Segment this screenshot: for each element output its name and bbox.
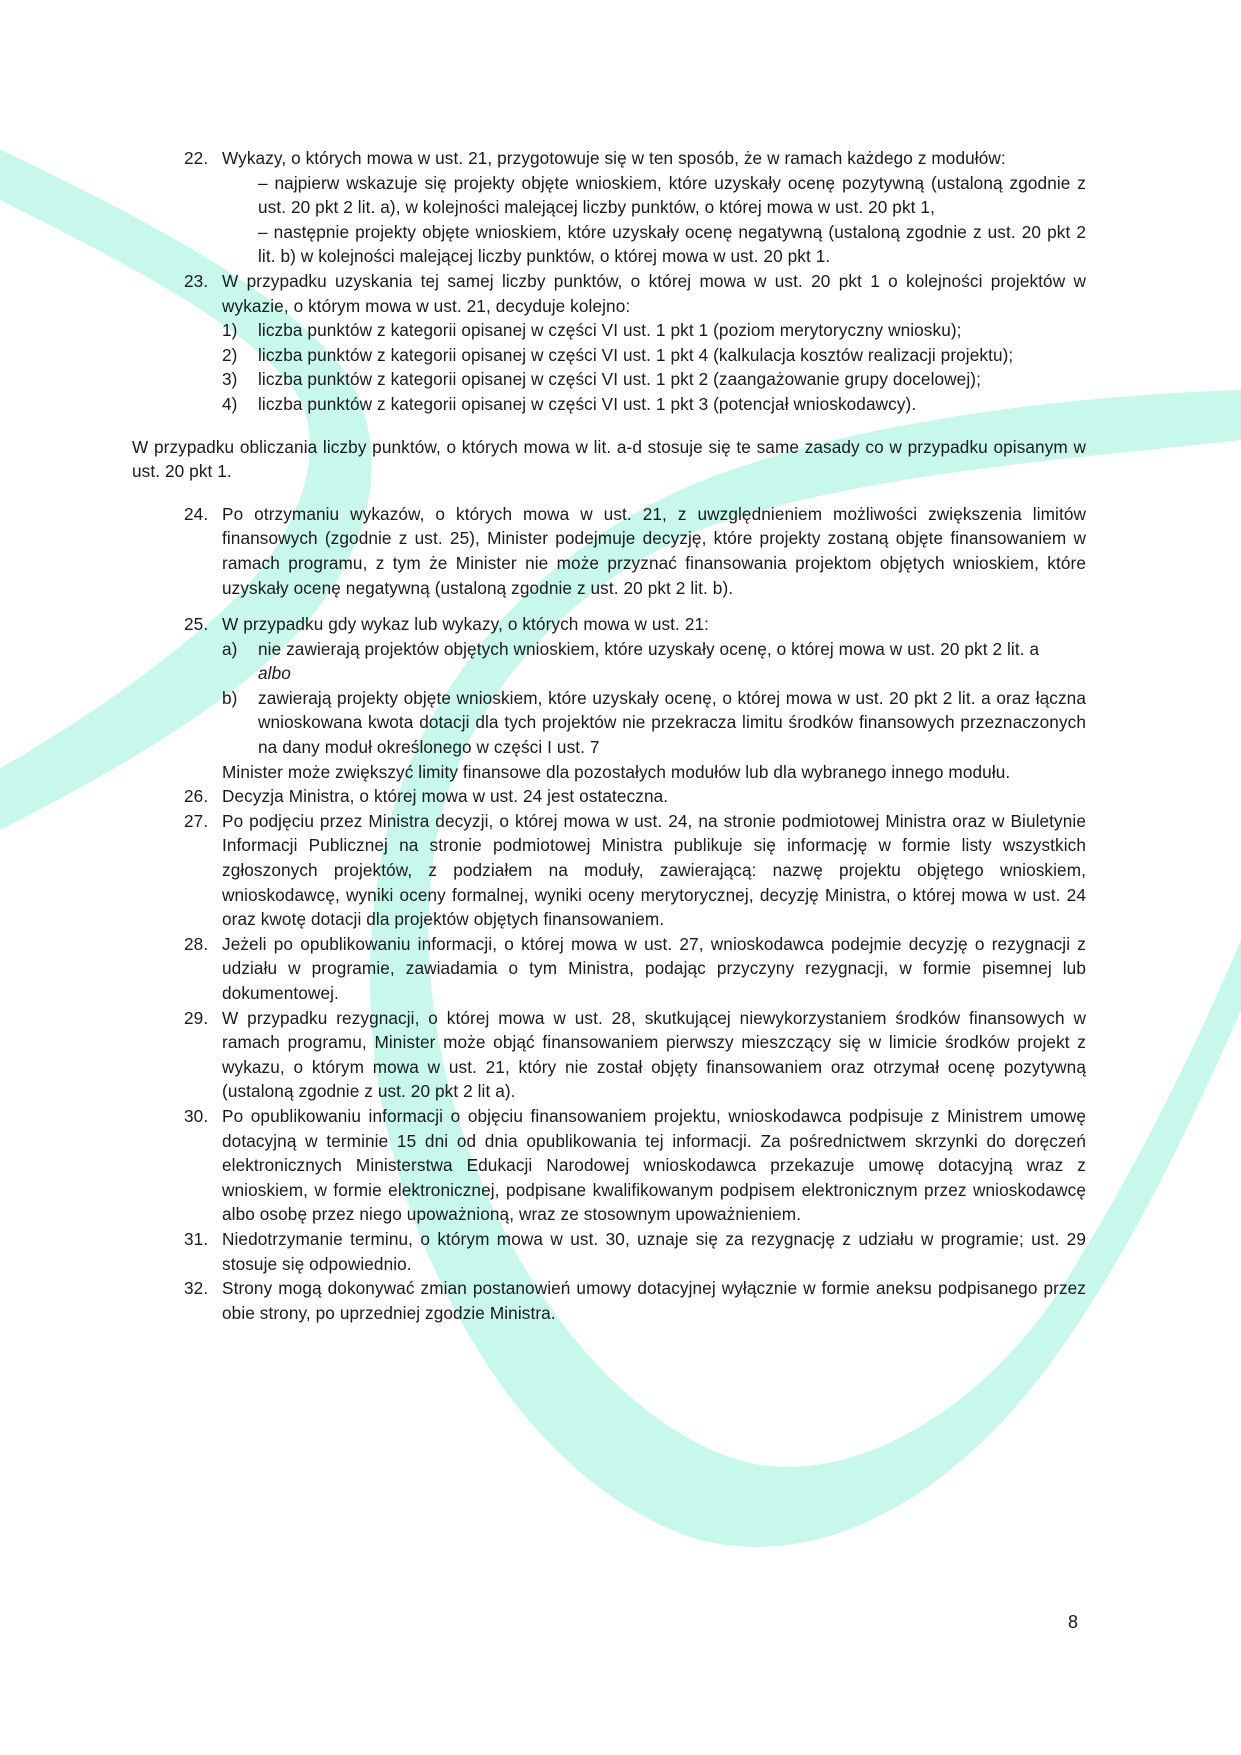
list-number: 3) xyxy=(222,369,238,390)
paragraph-number: 31. xyxy=(184,1228,209,1249)
list-number: 2) xyxy=(222,344,238,365)
paragraph-29 xyxy=(146,1006,1086,1104)
connector-text: albo xyxy=(258,663,291,684)
paragraph-text: Niedotrzymanie terminu, o którym mowa w ust. 30, uznaje się za rezygnację z udziału w programie; ust. 29 stosuje się odpowiednio. xyxy=(222,1228,1086,1274)
spacer xyxy=(146,484,1086,502)
list-item: – najpierw wskazuje się projekty objęte wnioskiem, które uzyskały ocenę pozytywną (ustaloną zgodnie z ust. 20 pkt 2 lit. a), w kolejności malejącej liczby punktów, o której mowa w ust. 20 pkt 1, xyxy=(258,172,1086,218)
paragraph-30 xyxy=(146,1104,1086,1227)
paragraph-25 xyxy=(146,612,1086,637)
document-body xyxy=(132,146,1086,1325)
paragraph-23 xyxy=(146,269,1086,318)
paragraph-text: Po opublikowaniu informacji o objęciu finansowaniem projektu, wnioskodawca podpisuje z Ministrem umowę dotacyjną w terminie 15 dni od dnia opublikowania tej informacji. Za pośrednictwem skrzynki do doręczeń elektronicznych Ministerstwa Edukacji Narodowej wnioskodawca przekazuje umowę dotacyjną wraz z wnioskiem, w formie elektronicznej, podpisane kwalifikowanym podpisem elektronicznym przez wnioskodawcę albo osobę przez niego upoważnioną, wraz ze stosownym upoważnieniem. xyxy=(222,1105,1086,1225)
list-item xyxy=(146,637,1086,662)
paragraph-31 xyxy=(146,1227,1086,1276)
list-item xyxy=(146,367,1086,392)
list-text: liczba punktów z kategorii opisanej w części VI ust. 1 pkt 3 (potencjał wnioskodawcy). xyxy=(258,393,917,414)
paragraph-25-tail: Minister może zwiększyć limity finansowe dla pozostałych modułów lub dla wybranego innego modułu. xyxy=(222,761,1011,782)
list-text: liczba punktów z kategorii opisanej w części VI ust. 1 pkt 4 (kalkulacja kosztów realizacji projektu); xyxy=(258,344,1014,365)
paragraph-24 xyxy=(146,502,1086,600)
paragraph-number: 25. xyxy=(184,614,209,635)
list-text: zawierają projekty objęte wnioskiem, które uzyskały ocenę, o której mowa w ust. 20 pkt 2 lit. a oraz łączna wnioskowana kwota dotacji dla tych projektów nie przekracza limitu środków finansowych przeznaczonych na dany moduł określonego w części I ust. 7 xyxy=(258,687,1086,758)
list-number: b) xyxy=(222,687,238,708)
paragraph-number: 26. xyxy=(184,786,209,807)
list-text: liczba punktów z kategorii opisanej w części VI ust. 1 pkt 2 (zaangażowanie grupy docelowej); xyxy=(258,369,981,390)
paragraph-number: 29. xyxy=(184,1007,209,1028)
list-item xyxy=(146,686,1086,760)
paragraph-number: 22. xyxy=(184,148,209,168)
paragraph-text: W przypadku uzyskania tej samej liczby punktów, o której mowa w ust. 20 pkt 1 o kolejności projektów w wykazie, o którym mowa w ust. 21, decyduje kolejno: xyxy=(222,270,1086,316)
paragraph-text: W przypadku gdy wykaz lub wykazy, o których mowa w ust. 21: xyxy=(222,614,710,635)
paragraph-text: W przypadku rezygnacji, o której mowa w ust. 28, skutkującej niewykorzystaniem środków finansowych w ramach programu, Minister może objąć finansowaniem pierwszy mieszczący się w limicie środków projekt z wykazu, o którym mowa w ust. 21, który nie został objęty finansowaniem oraz otrzymał ocenę pozytywną (ustaloną zgodnie z ust. 20 pkt 2 lit a). xyxy=(222,1007,1086,1102)
list-number: a) xyxy=(222,638,238,659)
paragraph-number: 28. xyxy=(184,933,209,954)
list-text: nie zawierają projektów objętych wnioskiem, które uzyskały ocenę, o której mowa w ust. 20 pkt 2 lit. a xyxy=(258,638,1040,659)
list-item xyxy=(146,392,1086,417)
paragraph-22 xyxy=(146,146,1086,171)
list-number: 1) xyxy=(222,320,238,341)
list-number: 4) xyxy=(222,393,238,414)
paragraph-26 xyxy=(146,784,1086,809)
paragraph-text: Wykazy, o których mowa w ust. 21, przygotowuje się w ten sposób, że w ramach każdego z modułów: xyxy=(222,148,1006,168)
spacer xyxy=(146,600,1086,612)
list-item: – następnie projekty objęte wnioskiem, które uzyskały ocenę negatywną (ustaloną zgodnie z ust. 20 pkt 2 lit. b) w kolejności malejącej liczby punktów, o której mowa w ust. 20 pkt 1. xyxy=(258,221,1086,267)
paragraph-number: 32. xyxy=(184,1278,209,1299)
paragraph-number: 27. xyxy=(184,810,209,831)
list-text: liczba punktów z kategorii opisanej w części VI ust. 1 pkt 1 (poziom merytoryczny wniosku); xyxy=(258,320,962,341)
paragraph-number: 30. xyxy=(184,1105,209,1126)
paragraph-number: 23. xyxy=(184,270,209,291)
paragraph-27 xyxy=(146,809,1086,932)
paragraph-text: Po podjęciu przez Ministra decyzji, o której mowa w ust. 24, na stronie podmiotowej Ministra oraz w Biuletynie Informacji Publicznej na stronie podmiotowej Ministra publikuje się informację w formie listy wszystkich zgłoszonych projektów, z podziałem na moduły, zawierającą: nazwę projektu objętego wnioskiem, wnioskodawcę, wyniki oceny formalnej, wyniki oceny merytorycznej, decyzję Ministra, o której mowa w ust. 24 oraz kwotę dotacji dla projektów objętych finansowaniem. xyxy=(222,810,1086,930)
list-item xyxy=(146,343,1086,368)
paragraph-28 xyxy=(146,932,1086,1006)
list-item xyxy=(146,318,1086,343)
spacer xyxy=(146,417,1086,435)
paragraph-text: Po otrzymaniu wykazów, o których mowa w ust. 21, z uwzględnieniem możliwości zwiększenia limitów finansowych (zgodnie z ust. 25), Minister podejmuje decyzję, które projekty zostaną objęte finansowaniem w ramach programu, z tym że Minister nie może przyznać finansowania projektom objętych wnioskiem, które uzyskały ocenę negatywną (ustaloną zgodnie z ust. 20 pkt 2 lit. b). xyxy=(222,503,1086,598)
paragraph-text: Decyzja Ministra, o której mowa w ust. 24 jest ostateczna. xyxy=(222,786,669,807)
note-paragraph: W przypadku obliczania liczby punktów, o których mowa w lit. a-d stosuje się te same zasady co w przypadku opisanym w ust. 20 pkt 1. xyxy=(132,436,1086,482)
paragraph-number: 24. xyxy=(184,503,209,524)
paragraph-32 xyxy=(146,1276,1086,1325)
paragraph-text: Jeżeli po opublikowaniu informacji, o której mowa w ust. 27, wnioskodawca podejmie decyzję o rezygnacji z udziału w programie, zawiadamia o tym Ministra, podając przyczyny rezygnacji, w formie pisemnej lub dokumentowej. xyxy=(222,933,1086,1003)
paragraph-text: Strony mogą dokonywać zmian postanowień umowy dotacyjnej wyłącznie w formie aneksu podpisanego przez obie strony, po uprzedniej zgodzie Ministra. xyxy=(222,1278,1086,1323)
page-number: 8 xyxy=(1068,1612,1079,1632)
